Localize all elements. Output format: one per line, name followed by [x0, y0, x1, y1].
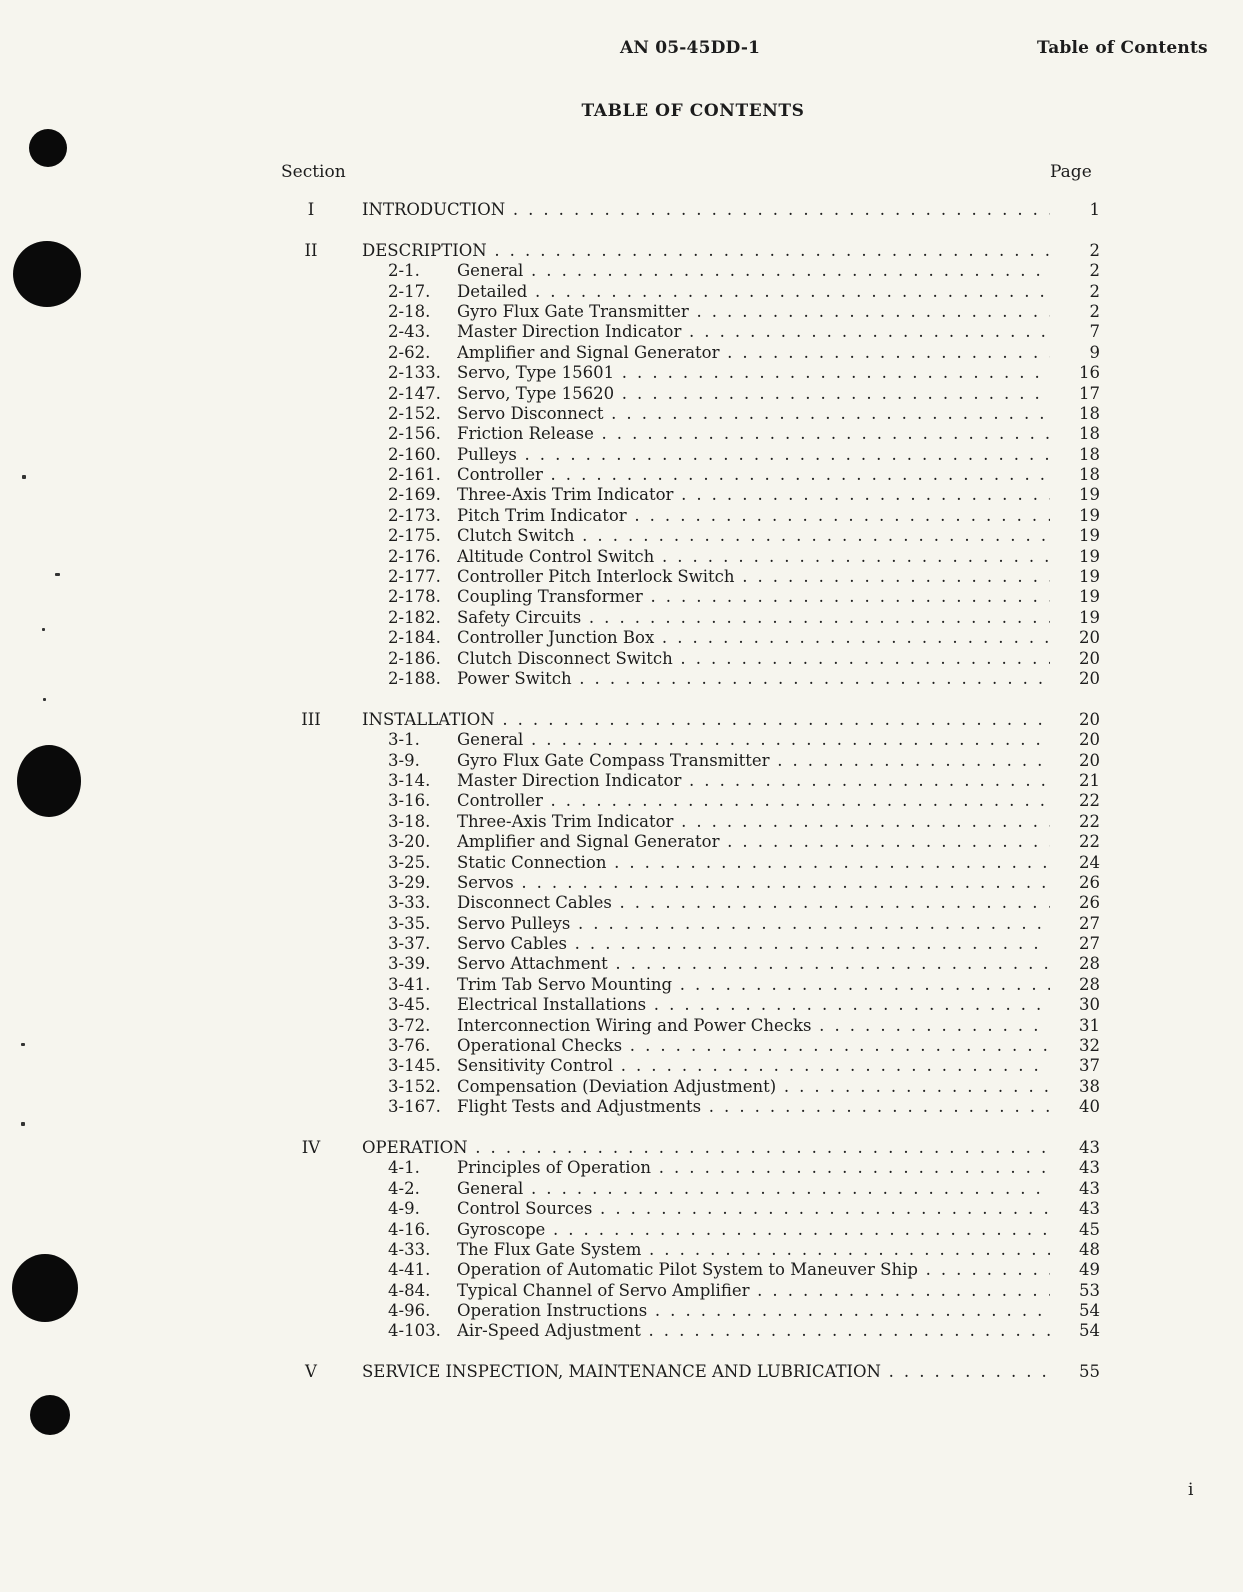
subsection-title: General . . .: [457, 261, 1050, 281]
paragraph-number: 3-33.: [388, 893, 431, 913]
subsection-entry[interactable]: [280, 669, 1100, 689]
page-number: 18: [1079, 444, 1100, 464]
page-number: 18: [1079, 424, 1100, 444]
binder-hole-icon: [30, 1395, 70, 1435]
section-entry[interactable]: [280, 1138, 1100, 1158]
subsection-entry[interactable]: [280, 730, 1100, 750]
subsection-title: Servo, Type 15620 . . .: [457, 384, 1050, 404]
page-number: 20: [1079, 648, 1100, 668]
subsection-title: Clutch Switch . . .: [457, 526, 1050, 546]
document-number: AN 05-45DD-1: [620, 38, 761, 58]
subsection-title: Servo Disconnect . . .: [457, 404, 1050, 424]
page-number: 19: [1079, 505, 1100, 525]
subsection-title: Operation Instructions . . .: [457, 1301, 1050, 1321]
page-number: 43: [1079, 1158, 1100, 1178]
paragraph-number: 3-1.: [388, 730, 420, 750]
subsection-entry[interactable]: [280, 485, 1100, 505]
subsection-title: Pulleys . . .: [457, 445, 1050, 465]
subsection-entry[interactable]: [280, 914, 1100, 934]
page-number: 2: [1089, 261, 1100, 281]
paragraph-number: 2-173.: [388, 505, 441, 525]
page-number: 2: [1089, 281, 1100, 301]
page-number: 43: [1079, 1137, 1100, 1157]
subsection-entry[interactable]: [280, 893, 1100, 913]
subsection-title: Friction Release . . .: [457, 424, 1050, 444]
page-number: 2: [1089, 240, 1100, 260]
section-entry[interactable]: [280, 710, 1100, 730]
subsection-entry[interactable]: [280, 791, 1100, 811]
subsection-entry[interactable]: [280, 526, 1100, 546]
subsection-entry[interactable]: [280, 1260, 1100, 1280]
page-number: 40: [1079, 1097, 1100, 1117]
paragraph-number: 2-17.: [388, 281, 431, 301]
page-title: TABLE OF CONTENTS: [581, 101, 805, 121]
section-number: II: [304, 240, 318, 260]
speck: [42, 628, 45, 631]
paragraph-number: 3-41.: [388, 974, 431, 994]
paragraph-number: 3-29.: [388, 872, 431, 892]
page-number: 21: [1079, 770, 1100, 790]
subsection-entry[interactable]: [280, 1240, 1100, 1260]
subsection-title: Servo, Type 15601 . . .: [457, 363, 1050, 383]
paragraph-number: 2-133.: [388, 363, 441, 383]
paragraph-number: 3-145.: [388, 1056, 441, 1076]
subsection-entry[interactable]: [280, 1199, 1100, 1219]
subsection-entry[interactable]: [280, 1056, 1100, 1076]
paragraph-number: 2-18.: [388, 301, 431, 321]
running-title: Table of Contents: [1037, 38, 1208, 58]
page-number: 19: [1079, 567, 1100, 587]
subsection-title: Interconnection Wiring and Power Checks . . .: [457, 1016, 1050, 1036]
page-number: 53: [1079, 1280, 1100, 1300]
subsection-entry[interactable]: [280, 1158, 1100, 1178]
section-title: DESCRIPTION . . .: [362, 241, 1050, 261]
section-entry[interactable]: [280, 1362, 1100, 1382]
subsection-title: Coupling Transformer . . .: [457, 587, 1050, 607]
subsection-entry[interactable]: [280, 975, 1100, 995]
page-number: 18: [1079, 403, 1100, 423]
paragraph-number: 3-37.: [388, 934, 431, 954]
paragraph-number: 4-41.: [388, 1260, 431, 1280]
page-number: 20: [1079, 628, 1100, 648]
page-number: 19: [1079, 546, 1100, 566]
subsection-title: Power Switch . . .: [457, 669, 1050, 689]
paragraph-number: 3-18.: [388, 811, 431, 831]
section-title: SERVICE INSPECTION, MAINTENANCE AND LUBRICATION . . .: [362, 1362, 1050, 1382]
paragraph-number: 2-43.: [388, 322, 431, 342]
page-number: 20: [1079, 709, 1100, 729]
subsection-title: Static Connection . . .: [457, 853, 1050, 873]
paragraph-number: 2-176.: [388, 546, 441, 566]
subsection-title: General . . .: [457, 1179, 1050, 1199]
subsection-entry[interactable]: [280, 302, 1100, 322]
subsection-entry[interactable]: [280, 322, 1100, 342]
subsection-entry[interactable]: [280, 1077, 1100, 1097]
paragraph-number: 2-161.: [388, 465, 441, 485]
page-number: 19: [1079, 485, 1100, 505]
subsection-title: The Flux Gate System . . .: [457, 1240, 1050, 1260]
subsection-entry[interactable]: [280, 424, 1100, 444]
page-number: 19: [1079, 587, 1100, 607]
paragraph-number: 4-103.: [388, 1321, 441, 1341]
page-number: 20: [1079, 668, 1100, 688]
page-number: 49: [1079, 1260, 1100, 1280]
subsection-entry[interactable]: [280, 506, 1100, 526]
page-number: 17: [1079, 383, 1100, 403]
subsection-entry[interactable]: [280, 1036, 1100, 1056]
subsection-entry[interactable]: [280, 547, 1100, 567]
subsection-title: Disconnect Cables . . .: [457, 893, 1050, 913]
page-number: 19: [1079, 607, 1100, 627]
subsection-entry[interactable]: [280, 404, 1100, 424]
paragraph-number: 3-152.: [388, 1076, 441, 1096]
subsection-entry[interactable]: [280, 445, 1100, 465]
paragraph-number: 4-84.: [388, 1280, 431, 1300]
page-number: 1: [1089, 200, 1100, 219]
page-number: 19: [1079, 526, 1100, 546]
subsection-entry[interactable]: [280, 771, 1100, 791]
section-entry[interactable]: [280, 200, 1100, 220]
paragraph-number: 2-1.: [388, 261, 420, 281]
section-number: I: [307, 200, 315, 219]
section-number: III: [301, 709, 321, 729]
subsection-title: Flight Tests and Adjustments . . .: [457, 1097, 1050, 1117]
paragraph-number: 3-167.: [388, 1097, 441, 1117]
page-number: 31: [1079, 1015, 1100, 1035]
section-title: INTRODUCTION . . .: [362, 200, 1050, 220]
page-number: 22: [1079, 791, 1100, 811]
subsection-title: Controller Junction Box . . .: [457, 628, 1050, 648]
paragraph-number: 2-152.: [388, 403, 441, 423]
subsection-entry[interactable]: [280, 567, 1100, 587]
page-number: 18: [1079, 465, 1100, 485]
paragraph-number: 2-156.: [388, 424, 441, 444]
binder-hole-icon: [12, 1254, 78, 1322]
section-title: OPERATION . . .: [362, 1138, 1050, 1158]
paragraph-number: 2-188.: [388, 668, 441, 688]
paragraph-number: 4-96.: [388, 1301, 431, 1321]
subsection-entry[interactable]: [280, 873, 1100, 893]
subsection-title: Servo Attachment . . .: [457, 954, 1050, 974]
page-number: 20: [1079, 730, 1100, 750]
subsection-title: Air-Speed Adjustment . . .: [457, 1321, 1050, 1341]
paragraph-number: 2-62.: [388, 342, 431, 362]
page-number: 27: [1079, 934, 1100, 954]
subsection-entry[interactable]: [280, 343, 1100, 363]
subsection-title: Typical Channel of Servo Amplifier . . .: [457, 1281, 1050, 1301]
binder-hole-icon: [29, 129, 67, 167]
page-number: 45: [1079, 1219, 1100, 1239]
subsection-entry[interactable]: [280, 1321, 1100, 1341]
subsection-entry[interactable]: [280, 954, 1100, 974]
subsection-entry[interactable]: [280, 261, 1100, 281]
paragraph-number: 2-147.: [388, 383, 441, 403]
subsection-title: Amplifier and Signal Generator . . .: [457, 343, 1050, 363]
paragraph-number: 4-16.: [388, 1219, 431, 1239]
page-number: 26: [1079, 872, 1100, 892]
subsection-title: Gyro Flux Gate Transmitter . . .: [457, 302, 1050, 322]
paragraph-number: 4-2.: [388, 1178, 420, 1198]
subsection-entry[interactable]: [280, 649, 1100, 669]
subsection-title: Controller . . .: [457, 791, 1050, 811]
page-number: 28: [1079, 954, 1100, 974]
subsection-title: Compensation (Deviation Adjustment) . . .: [457, 1077, 1050, 1097]
subsection-entry[interactable]: [280, 934, 1100, 954]
page-number: 16: [1079, 363, 1100, 383]
paragraph-number: 4-1.: [388, 1158, 420, 1178]
paragraph-number: 2-184.: [388, 628, 441, 648]
subsection-title: Electrical Installations . . .: [457, 995, 1050, 1015]
binder-hole-icon: [13, 241, 81, 307]
subsection-entry[interactable]: [280, 995, 1100, 1015]
paragraph-number: 2-178.: [388, 587, 441, 607]
paragraph-number: 3-35.: [388, 913, 431, 933]
subsection-entry[interactable]: [280, 1220, 1100, 1240]
subsection-title: Safety Circuits . . .: [457, 608, 1050, 628]
subsection-title: Pitch Trim Indicator . . .: [457, 506, 1050, 526]
section-number: IV: [301, 1137, 321, 1157]
paragraph-number: 3-9.: [388, 750, 420, 770]
page-number: 7: [1089, 322, 1100, 342]
subsection-title: Servo Cables . . .: [457, 934, 1050, 954]
subsection-entry[interactable]: [280, 1281, 1100, 1301]
page-number: 54: [1079, 1301, 1100, 1321]
table-of-contents: [280, 200, 1100, 1383]
page-number: 27: [1079, 913, 1100, 933]
page-number: 43: [1079, 1178, 1100, 1198]
subsection-title: Altitude Control Switch . . .: [457, 547, 1050, 567]
subsection-entry[interactable]: [280, 363, 1100, 383]
subsection-title: Three-Axis Trim Indicator . . .: [457, 485, 1050, 505]
subsection-entry[interactable]: [280, 853, 1100, 873]
subsection-title: Detailed . . .: [457, 282, 1050, 302]
subsection-title: Clutch Disconnect Switch . . .: [457, 649, 1050, 669]
paragraph-number: 3-39.: [388, 954, 431, 974]
paragraph-number: 3-20.: [388, 832, 431, 852]
subsection-entry[interactable]: [280, 751, 1100, 771]
page-column-header: Page: [1050, 162, 1092, 182]
subsection-title: Principles of Operation . . .: [457, 1158, 1050, 1178]
paragraph-number: 3-14.: [388, 770, 431, 790]
paragraph-number: 2-186.: [388, 648, 441, 668]
page-number: 24: [1079, 852, 1100, 872]
page-number: 48: [1079, 1239, 1100, 1259]
subsection-entry[interactable]: [280, 465, 1100, 485]
subsection-title: General . . .: [457, 730, 1050, 750]
subsection-entry[interactable]: [280, 1016, 1100, 1036]
speck: [21, 1043, 25, 1046]
section-number: V: [305, 1362, 317, 1382]
subsection-title: Controller . . .: [457, 465, 1050, 485]
page-number: 30: [1079, 995, 1100, 1015]
subsection-title: Servo Pulleys . . .: [457, 914, 1050, 934]
paragraph-number: 2-175.: [388, 526, 441, 546]
paragraph-number: 3-16.: [388, 791, 431, 811]
page-number: 38: [1079, 1076, 1100, 1096]
paragraph-number: 2-169.: [388, 485, 441, 505]
subsection-entry[interactable]: [280, 812, 1100, 832]
page-number: 20: [1079, 750, 1100, 770]
page-number: 9: [1089, 342, 1100, 362]
page-number: 26: [1079, 893, 1100, 913]
subsection-title: Master Direction Indicator . . .: [457, 322, 1050, 342]
subsection-title: Trim Tab Servo Mounting . . .: [457, 975, 1050, 995]
subsection-entry[interactable]: [280, 628, 1100, 648]
subsection-title: Gyroscope . . .: [457, 1220, 1050, 1240]
paragraph-number: 3-25.: [388, 852, 431, 872]
subsection-entry[interactable]: [280, 384, 1100, 404]
section-column-header: Section: [281, 162, 346, 182]
page-folio: i: [1188, 1480, 1194, 1500]
paragraph-number: 3-45.: [388, 995, 431, 1015]
subsection-entry[interactable]: [280, 1301, 1100, 1321]
subsection-entry[interactable]: [280, 608, 1100, 628]
page-number: 28: [1079, 974, 1100, 994]
subsection-title: Three-Axis Trim Indicator . . .: [457, 812, 1050, 832]
subsection-title: Control Sources . . .: [457, 1199, 1050, 1219]
page-number: 37: [1079, 1056, 1100, 1076]
subsection-entry[interactable]: [280, 1179, 1100, 1199]
page-number: 43: [1079, 1199, 1100, 1219]
section-entry[interactable]: [280, 241, 1100, 261]
paragraph-number: 4-9.: [388, 1199, 420, 1219]
page-number: 32: [1079, 1036, 1100, 1056]
subsection-title: Sensitivity Control . . .: [457, 1056, 1050, 1076]
page-number: 2: [1089, 301, 1100, 321]
binder-hole-icon: [17, 745, 81, 817]
paragraph-number: 2-160.: [388, 444, 441, 464]
paragraph-number: 3-76.: [388, 1036, 431, 1056]
paragraph-number: 4-33.: [388, 1239, 431, 1259]
subsection-title: Gyro Flux Gate Compass Transmitter . . .: [457, 751, 1050, 771]
subsection-title: Operation of Automatic Pilot System to Maneuver Ship . . .: [457, 1260, 1050, 1280]
speck: [43, 698, 46, 701]
subsection-entry[interactable]: [280, 1097, 1100, 1117]
subsection-title: Master Direction Indicator . . .: [457, 771, 1050, 791]
subsection-title: Amplifier and Signal Generator . . .: [457, 832, 1050, 852]
paragraph-number: 2-177.: [388, 567, 441, 587]
paragraph-number: 2-182.: [388, 607, 441, 627]
page-number: 54: [1079, 1321, 1100, 1341]
speck: [21, 1122, 25, 1126]
subsection-title: Operational Checks . . .: [457, 1036, 1050, 1056]
subsection-entry[interactable]: [280, 587, 1100, 607]
subsection-entry[interactable]: [280, 832, 1100, 852]
speck: [22, 475, 26, 479]
subsection-entry[interactable]: [280, 282, 1100, 302]
page-number: 22: [1079, 811, 1100, 831]
page-number: 55: [1079, 1362, 1100, 1382]
speck: [55, 573, 60, 576]
paragraph-number: 3-72.: [388, 1015, 431, 1035]
subsection-title: Servos . . .: [457, 873, 1050, 893]
page-number: 22: [1079, 832, 1100, 852]
section-title: INSTALLATION . . .: [362, 710, 1050, 730]
subsection-title: Controller Pitch Interlock Switch . . .: [457, 567, 1050, 587]
